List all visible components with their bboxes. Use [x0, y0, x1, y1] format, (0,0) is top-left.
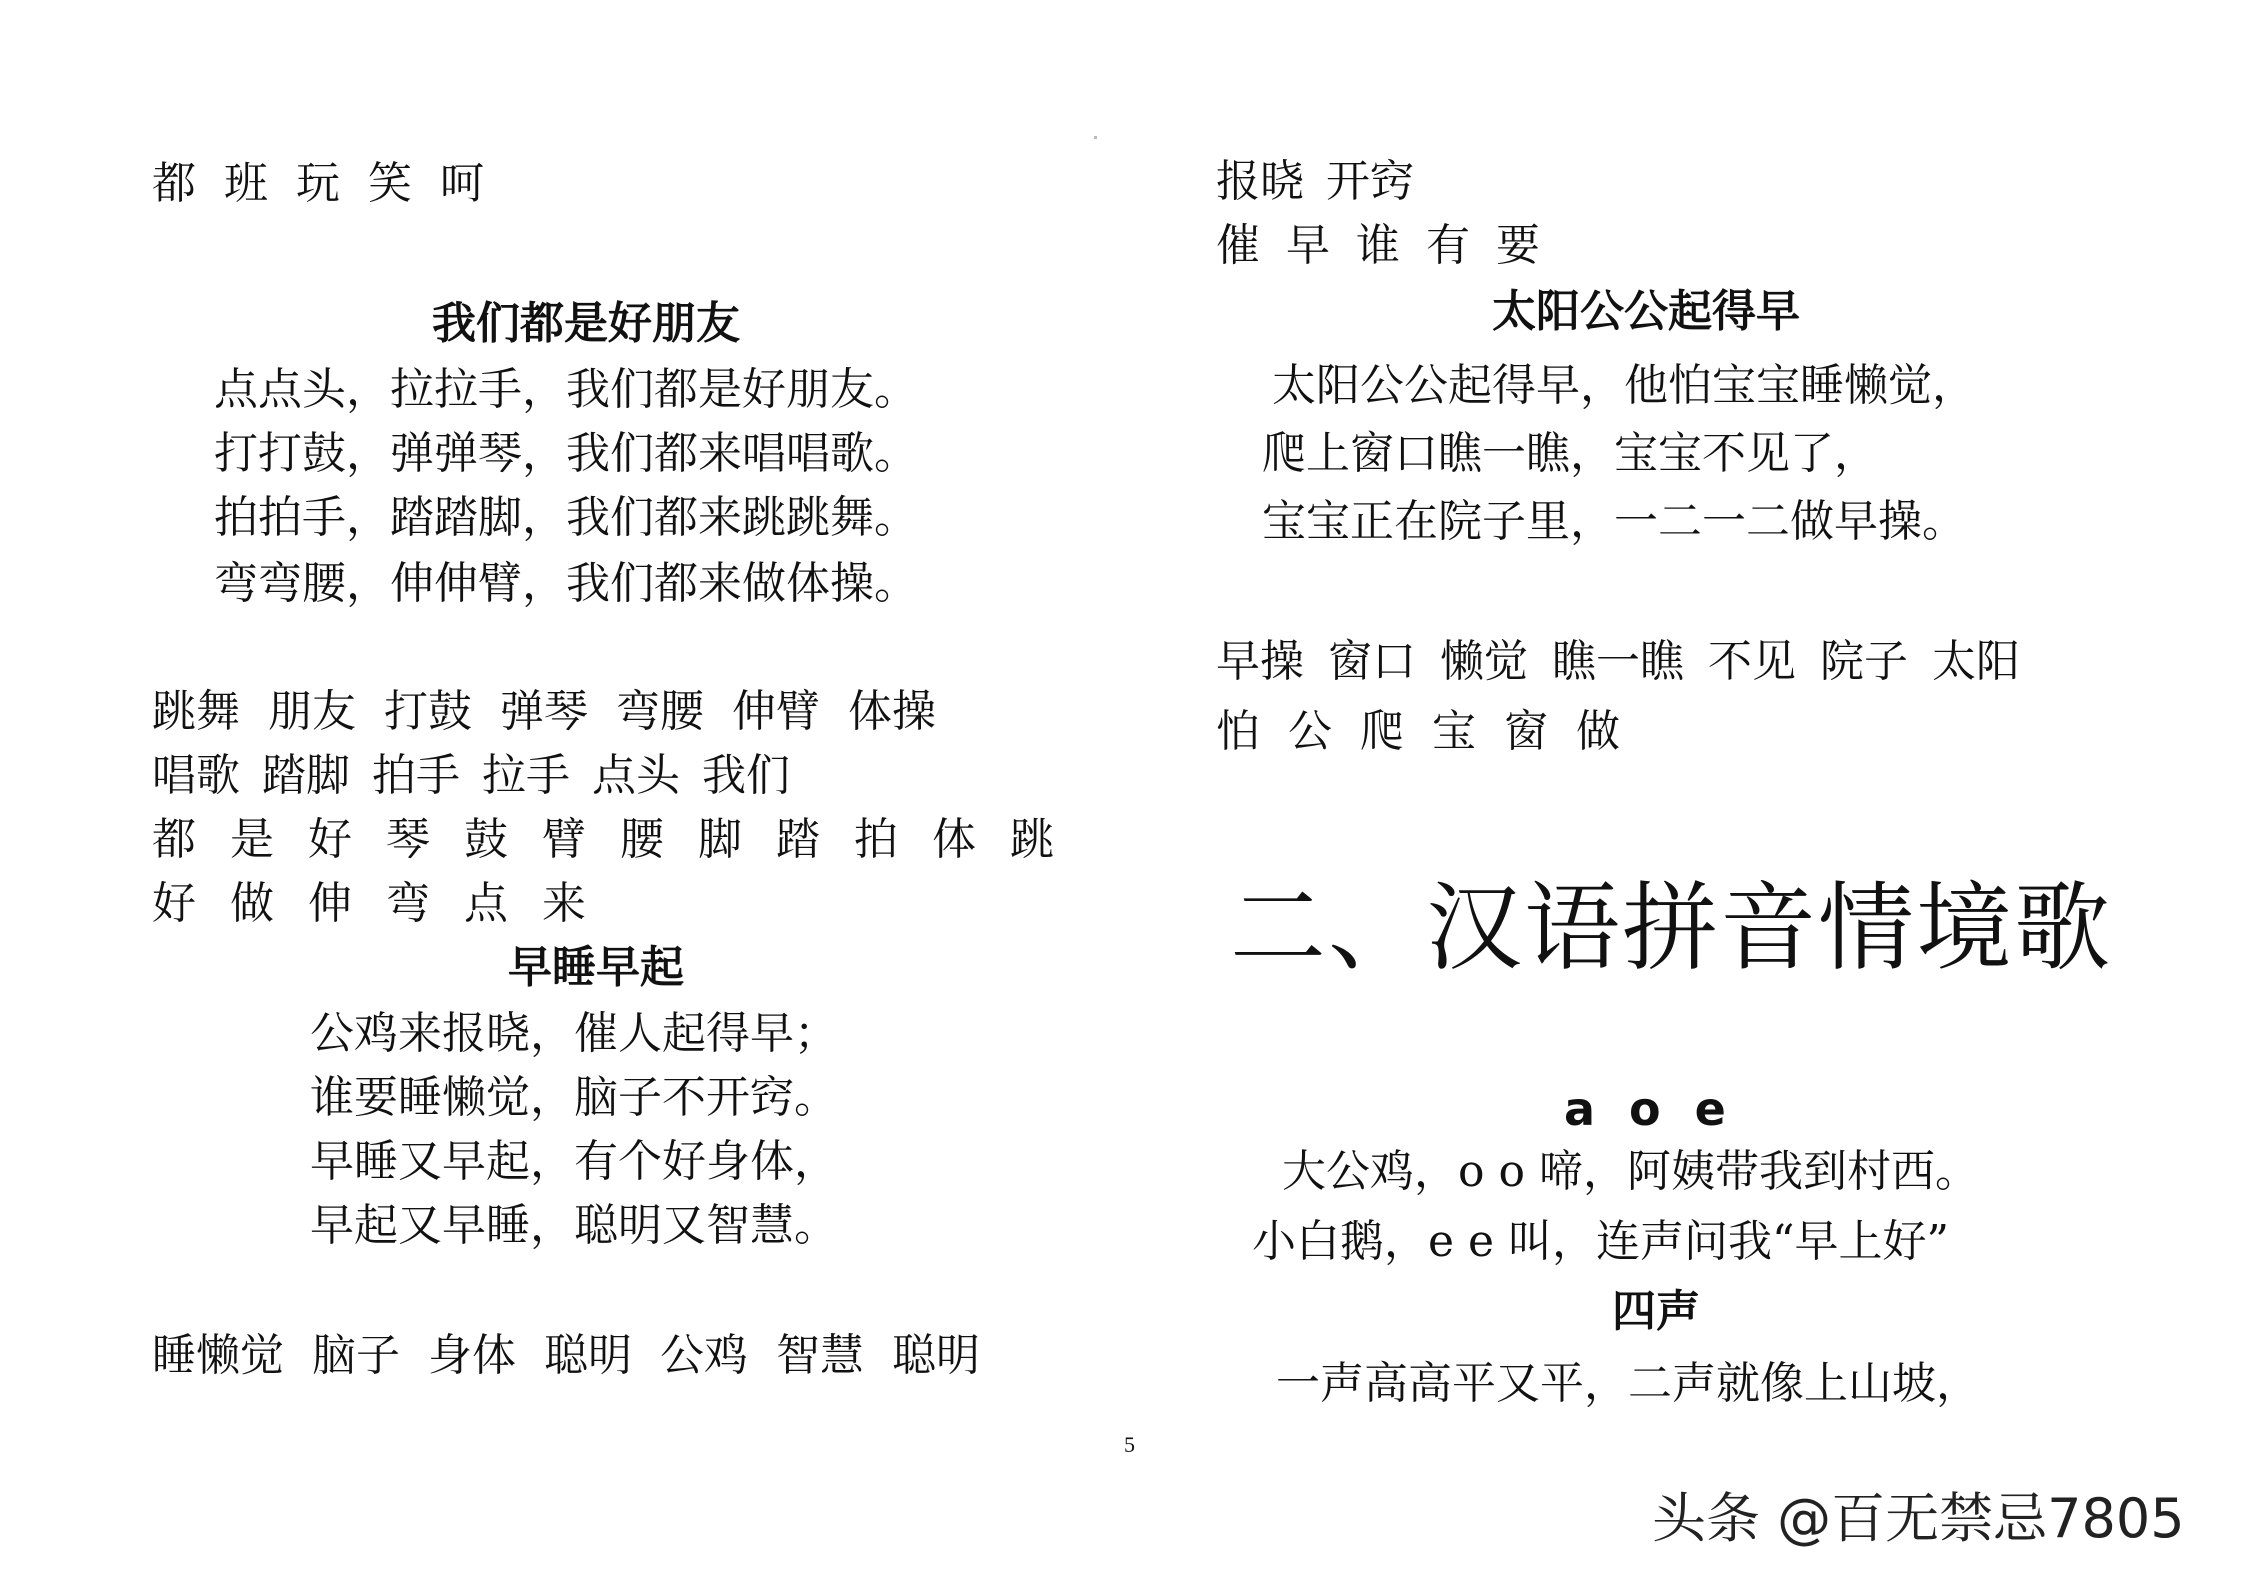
char: 腰 — [620, 814, 664, 865]
vocab-row — [152, 1330, 1008, 1381]
char: 是 — [230, 814, 274, 865]
char: 好 — [152, 878, 196, 929]
vocab-word: 懒觉 — [1440, 636, 1528, 687]
vocab-word: 踏脚 — [262, 750, 350, 801]
poem-line: 大公鸡，o o 啼，阿姨带我到村西。 — [1282, 1146, 1979, 1197]
char: 好 — [308, 814, 352, 865]
poem-title: 四声 — [1612, 1286, 1700, 1337]
vocab-word: 不见 — [1708, 636, 1796, 687]
vocab-word: 开窍 — [1326, 156, 1414, 207]
vocab-word: 瞧一瞧 — [1552, 636, 1684, 687]
poem-line: 早睡又早起，有个好身体， — [310, 1136, 838, 1187]
right-page — [1122, 0, 2244, 1586]
chars-row — [152, 814, 1054, 865]
poem-line: 爬上窗口瞧一瞧，宝宝不见了， — [1262, 428, 1878, 479]
poem-line: 谁要睡懒觉，脑子不开窍。 — [310, 1072, 838, 1123]
vocab-word: 太阳 — [1932, 636, 2020, 687]
vocab-word: 跳舞 — [152, 686, 240, 737]
chars-row — [152, 878, 586, 929]
chars-row — [1216, 706, 1620, 757]
vocab-row — [1216, 156, 1442, 207]
poem-line: 太阳公公起得早，他怕宝宝睡懒觉， — [1272, 360, 1976, 411]
char: 都 — [152, 158, 196, 209]
char: 爬 — [1360, 706, 1404, 757]
vocab-word: 智慧 — [776, 1330, 864, 1381]
char: 窗 — [1504, 706, 1548, 757]
char: 宝 — [1432, 706, 1476, 757]
char: 要 — [1496, 220, 1540, 271]
char: 呵 — [440, 158, 484, 209]
vocab-word: 我们 — [702, 750, 790, 801]
poem-line: 点点头，拉拉手，我们都是好朋友。 — [214, 364, 918, 415]
watermark-label: 头条 @百无禁忌7805 — [1652, 1487, 2185, 1550]
char: 踏 — [776, 814, 820, 865]
char: 班 — [224, 158, 268, 209]
vocab-word: 公鸡 — [660, 1330, 748, 1381]
vocab-word: 朋友 — [268, 686, 356, 737]
vocab-word: 拉手 — [482, 750, 570, 801]
vocab-word: 聪明 — [544, 1330, 632, 1381]
poem-line: 小白鹅，e e 叫，连声问我“早上好” — [1252, 1216, 1950, 1267]
poem-line: 打打鼓，弹弹琴，我们都来唱唱歌。 — [214, 428, 918, 479]
char: 弯 — [386, 878, 430, 929]
char: 来 — [542, 878, 586, 929]
char: 琴 — [386, 814, 430, 865]
section-heading: 二、汉语拼音情境歌 — [1230, 872, 2112, 984]
char: 鼓 — [464, 814, 508, 865]
char: 跳 — [1010, 814, 1054, 865]
char: 玩 — [296, 158, 340, 209]
poem-title: 我们都是好朋友 — [432, 298, 740, 349]
poem-line: 拍拍手，踏踏脚，我们都来跳跳舞。 — [214, 492, 918, 543]
char: 做 — [1576, 706, 1620, 757]
vocab-word: 睡懒觉 — [152, 1330, 284, 1381]
vocab-word: 拍手 — [372, 750, 460, 801]
char: 有 — [1426, 220, 1470, 271]
vocab-word: 身体 — [428, 1330, 516, 1381]
vocab-row — [152, 750, 812, 801]
char: 早 — [1286, 220, 1330, 271]
char: 臂 — [542, 814, 586, 865]
char: 拍 — [854, 814, 898, 865]
poem-line: 宝宝正在院子里，一二一二做早操。 — [1262, 496, 1966, 547]
char: 做 — [230, 878, 274, 929]
char: 都 — [152, 814, 196, 865]
page-number: 5 — [1124, 1432, 1135, 1457]
vocab-word: 打鼓 — [384, 686, 472, 737]
vocab-word: 点头 — [592, 750, 680, 801]
poem-title: 太阳公公起得早 — [1492, 286, 1800, 337]
char: 脚 — [698, 814, 742, 865]
poem-line: 一声高高平又平，二声就像上山坡， — [1276, 1358, 1980, 1409]
char: 公 — [1288, 706, 1332, 757]
char: 笑 — [368, 158, 412, 209]
vocab-word: 聪明 — [892, 1330, 980, 1381]
vocab-word: 弯腰 — [616, 686, 704, 737]
poem-line: 早起又早睡，聪明又智慧。 — [310, 1200, 838, 1251]
poem-title: a o e — [1564, 1082, 1726, 1136]
binding-mark — [1094, 136, 1097, 139]
vocab-word: 弹琴 — [500, 686, 588, 737]
vocab-row — [1216, 636, 2020, 687]
vocab-row — [152, 686, 964, 737]
vocab-word: 脑子 — [312, 1330, 400, 1381]
char: 谁 — [1356, 220, 1400, 271]
top-chars-row — [152, 158, 512, 209]
poem-title: 早睡早起 — [508, 942, 684, 993]
vocab-word: 报晓 — [1216, 156, 1304, 207]
char: 点 — [464, 878, 508, 929]
vocab-word: 早操 — [1216, 636, 1304, 687]
vocab-word: 唱歌 — [152, 750, 240, 801]
vocab-word: 伸臂 — [732, 686, 820, 737]
poem-line: 弯弯腰，伸伸臂，我们都来做体操。 — [214, 558, 918, 609]
char: 体 — [932, 814, 976, 865]
vocab-word: 院子 — [1820, 636, 1908, 687]
poem-line: 公鸡来报晓，催人起得早； — [310, 1008, 838, 1059]
vocab-word: 窗口 — [1328, 636, 1416, 687]
char: 催 — [1216, 220, 1260, 271]
vocab-word: 体操 — [848, 686, 936, 737]
char: 伸 — [308, 878, 352, 929]
chars-row — [1216, 220, 1540, 271]
char: 怕 — [1216, 706, 1260, 757]
